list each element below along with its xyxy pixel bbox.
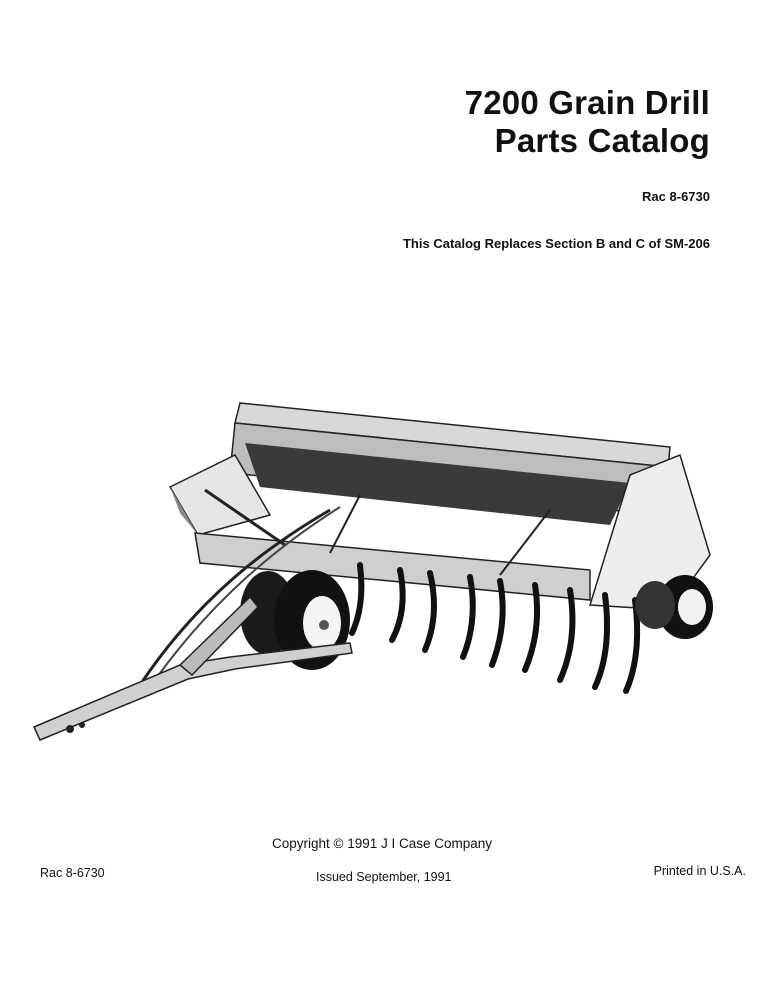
grain-drill-illustration [30,395,720,750]
footer-document-number: Rac 8-6730 [40,866,105,880]
copyright-notice: Copyright © 1991 J I Case Company [272,836,493,851]
catalog-title [465,84,710,160]
footer-printed-in: Printed in U.S.A. [653,864,746,878]
catalog-title-line-2: Parts Catalog [494,122,710,159]
footer-issue-date: Issued September, 1991 [316,870,452,884]
catalog-title-line-1: 7200 Grain Drill [464,84,710,121]
replaces-note: This Catalog Replaces Section B and C of SM-206 [402,236,710,251]
document-number: Rac 8-6730 [642,189,710,204]
